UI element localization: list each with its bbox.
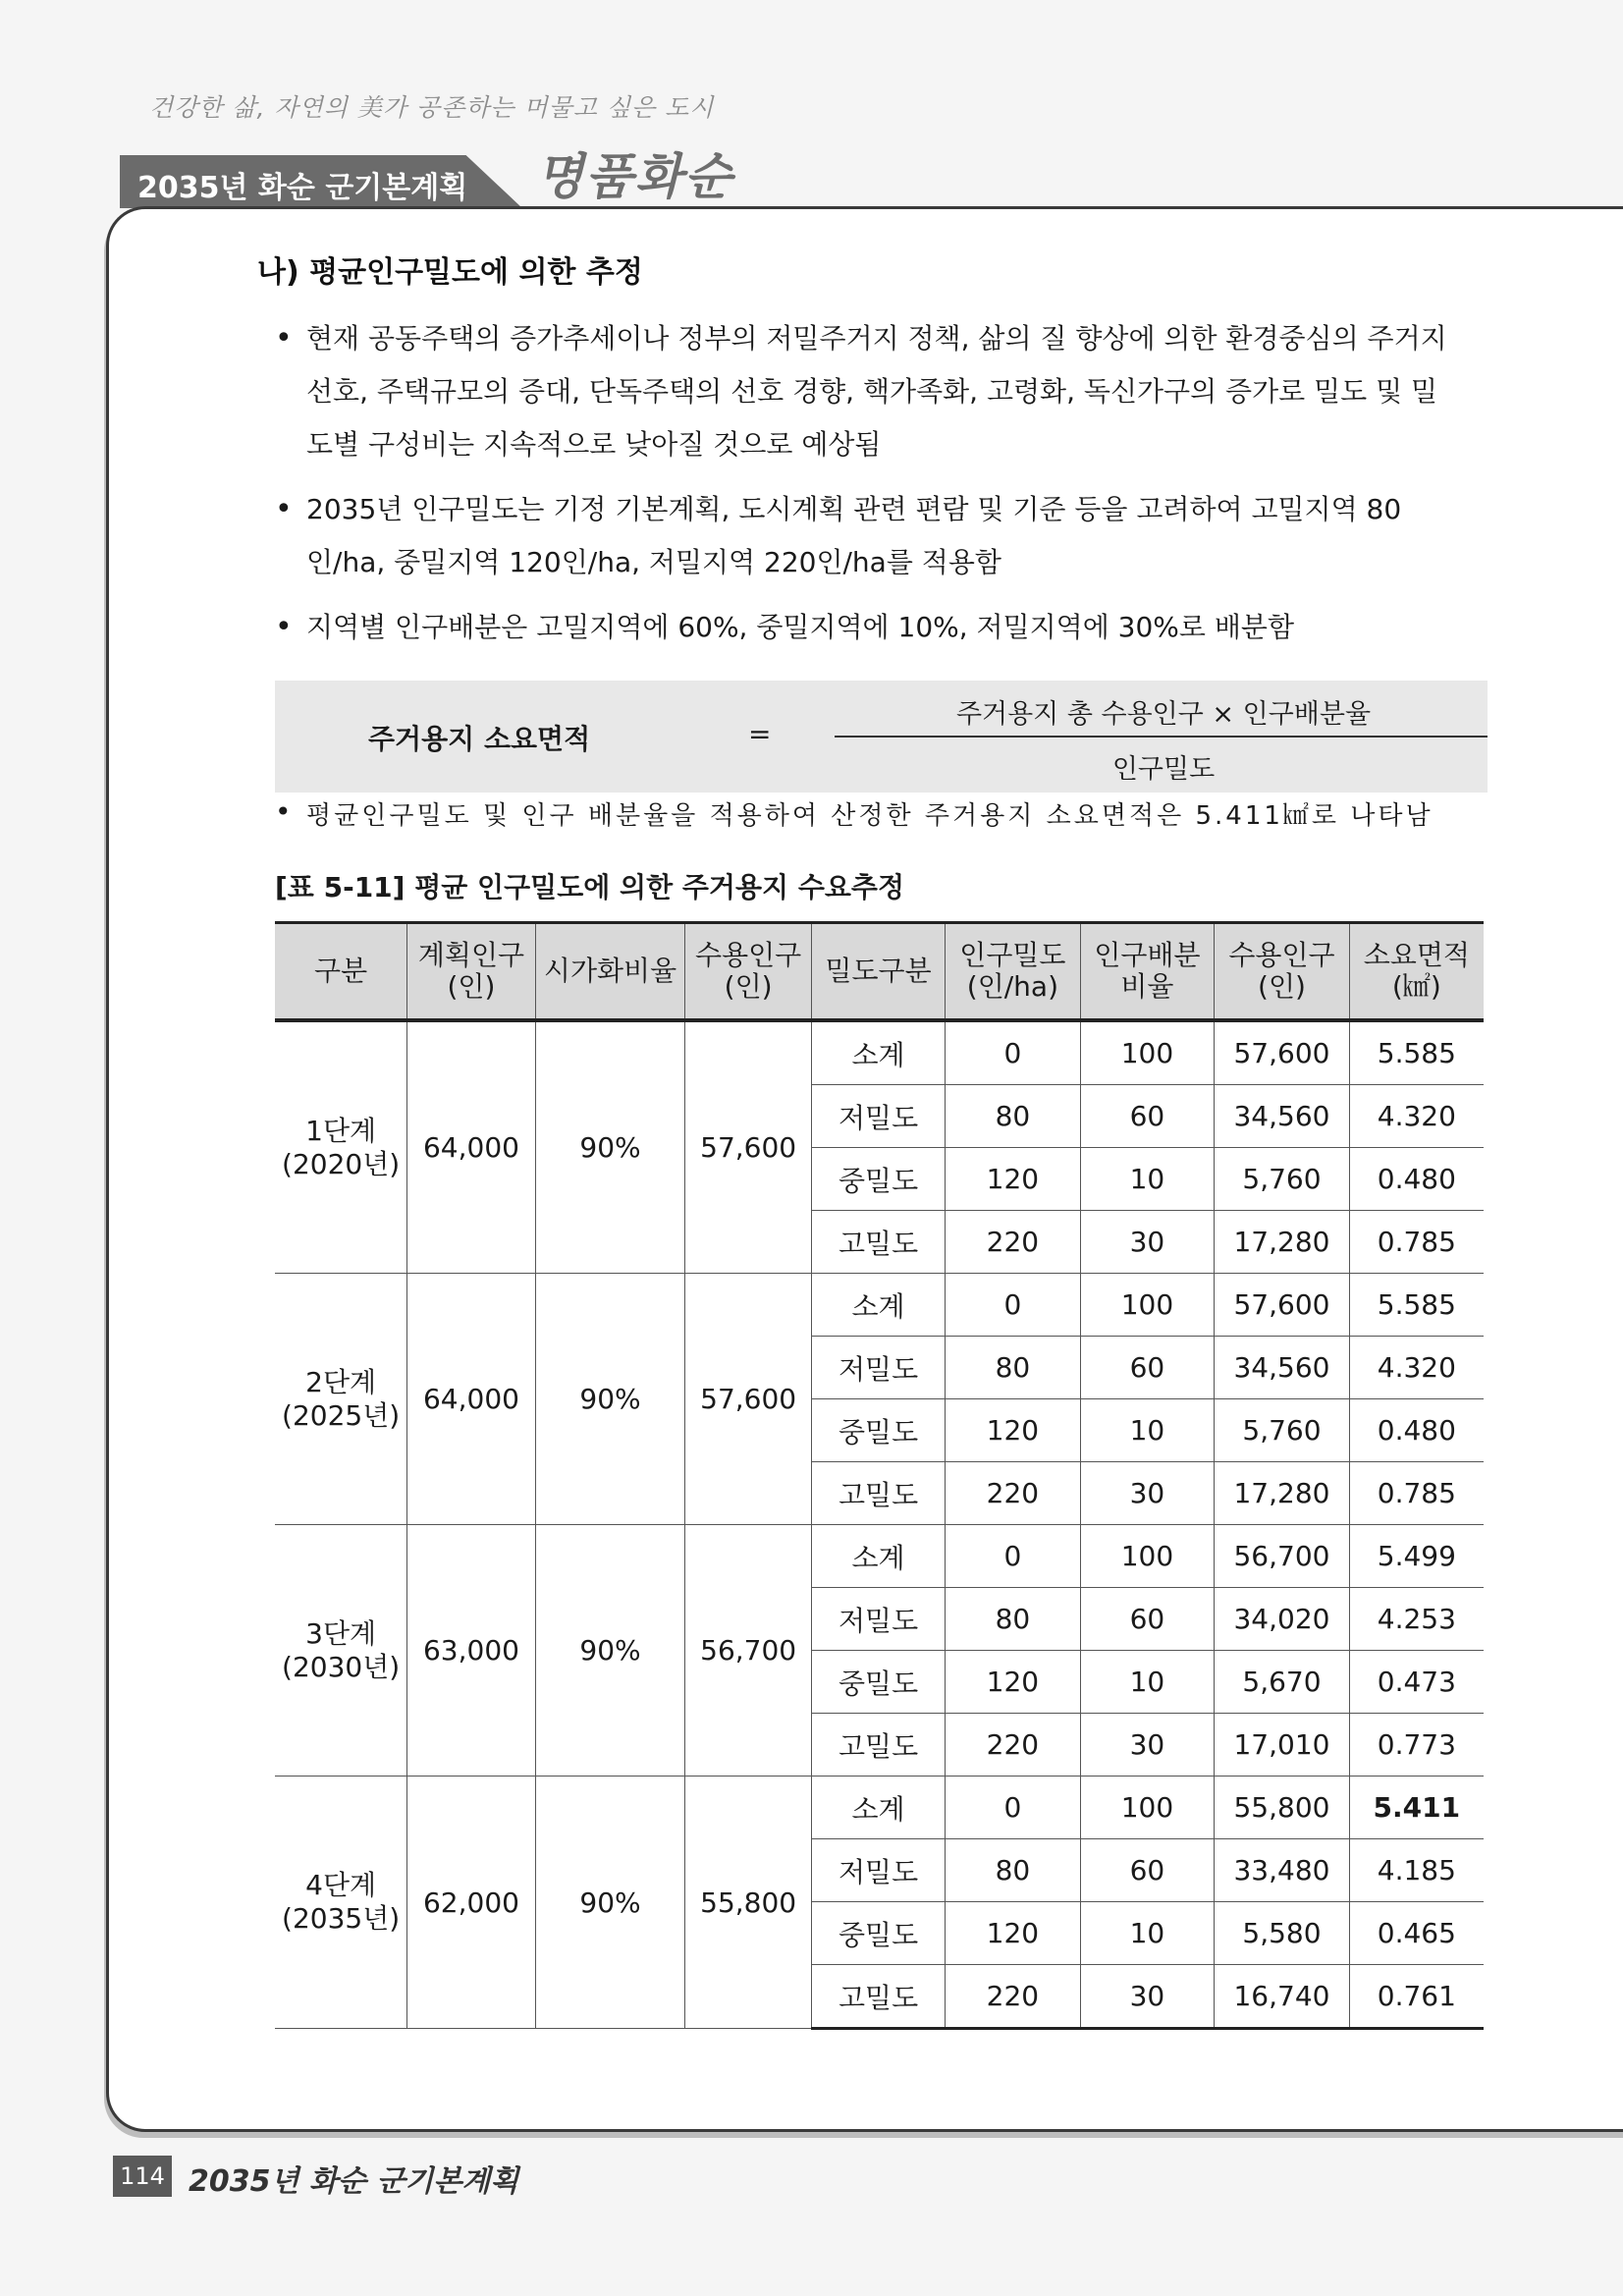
row-population: 17,280 xyxy=(1215,1211,1349,1274)
population-density: 220 xyxy=(946,1462,1080,1525)
stage-label: 3단계 (2030년) xyxy=(275,1525,407,1777)
population-density: 220 xyxy=(946,1211,1080,1274)
population-density: 220 xyxy=(946,1965,1080,2029)
plan-population: 63,000 xyxy=(407,1525,536,1777)
population-density: 120 xyxy=(946,1148,1080,1211)
plan-population: 64,000 xyxy=(407,1274,536,1525)
distribution-ratio: 10 xyxy=(1080,1399,1215,1462)
density-type: 고밀도 xyxy=(811,1714,945,1777)
population-density: 220 xyxy=(946,1714,1080,1777)
table-row xyxy=(275,1525,1484,1588)
required-area: 0.480 xyxy=(1349,1399,1484,1462)
required-area: 0.473 xyxy=(1349,1651,1484,1714)
plan-population: 62,000 xyxy=(407,1777,536,2029)
population-density: 0 xyxy=(946,1020,1080,1085)
header-plan-title: 2035년 화순 군기본계획 xyxy=(137,171,468,205)
formula-equals: = xyxy=(748,718,772,750)
required-area: 0.465 xyxy=(1349,1902,1484,1965)
bullet-item: • 지역별 인구배분은 고밀지역에 60%, 중밀지역에 10%, 저밀지역에 30%로 배분함 xyxy=(275,601,1463,654)
distribution-ratio: 10 xyxy=(1080,1148,1215,1211)
population-density: 120 xyxy=(946,1651,1080,1714)
table-row xyxy=(275,1020,1484,1085)
required-area: 0.773 xyxy=(1349,1714,1484,1777)
stage-label: 4단계 (2035년) xyxy=(275,1777,407,2029)
row-population: 57,600 xyxy=(1215,1020,1349,1085)
header-population-density: 인구밀도 (인/ha) xyxy=(946,923,1080,1021)
urbanization-ratio: 90% xyxy=(535,1525,685,1777)
required-area: 0.785 xyxy=(1349,1462,1484,1525)
population-density: 80 xyxy=(946,1085,1080,1148)
bullet-list xyxy=(275,312,1463,666)
stage-label: 1단계 (2020년) xyxy=(275,1020,407,1274)
formula-fraction-line xyxy=(835,736,1488,738)
bullet-item: • 2035년 인구밀도는 기정 기본계획, 도시계획 관련 편람 및 기준 등을 고려하여 고밀지역 80인/ha, 중밀지역 120인/ha, 저밀지역 220인/ha를 적용함 xyxy=(275,483,1463,589)
urbanization-ratio: 90% xyxy=(535,1274,685,1525)
population-density: 0 xyxy=(946,1274,1080,1337)
formula-lhs: 주거용지 소요면적 xyxy=(368,723,591,755)
density-type: 저밀도 xyxy=(811,1337,945,1399)
density-type: 소계 xyxy=(811,1020,945,1085)
header-tagline: 건강한 삶, 자연의 美가 공존하는 머물고 싶은 도시 xyxy=(149,93,715,122)
density-type: 소계 xyxy=(811,1777,945,1839)
formula-box xyxy=(275,681,1488,793)
row-population: 34,560 xyxy=(1215,1337,1349,1399)
row-population: 34,560 xyxy=(1215,1085,1349,1148)
formula-denominator: 인구밀도 xyxy=(1111,754,1216,785)
row-population: 57,600 xyxy=(1215,1274,1349,1337)
stage-label: 2단계 (2025년) xyxy=(275,1274,407,1525)
population-density: 0 xyxy=(946,1525,1080,1588)
required-area: 5.585 xyxy=(1349,1020,1484,1085)
density-type: 중밀도 xyxy=(811,1148,945,1211)
formula-numerator: 주거용지 총 수용인구 × 인구배분율 xyxy=(955,699,1372,730)
required-area: 5.499 xyxy=(1349,1525,1484,1588)
accommodated-population: 57,600 xyxy=(685,1020,812,1274)
row-population: 17,280 xyxy=(1215,1462,1349,1525)
accommodated-population: 55,800 xyxy=(685,1777,812,2029)
required-area: 4.320 xyxy=(1349,1337,1484,1399)
distribution-ratio: 30 xyxy=(1080,1714,1215,1777)
density-type: 저밀도 xyxy=(811,1588,945,1651)
header-distribution-ratio: 인구배분 비율 xyxy=(1080,923,1215,1021)
accommodated-population: 56,700 xyxy=(685,1525,812,1777)
required-area: 4.253 xyxy=(1349,1588,1484,1651)
land-demand-table xyxy=(275,921,1484,2030)
header-required-area: 소요면적 (㎢) xyxy=(1349,923,1484,1021)
required-area: 5.585 xyxy=(1349,1274,1484,1337)
distribution-ratio: 60 xyxy=(1080,1337,1215,1399)
result-note: • 평균인구밀도 및 인구 배분율을 적용하여 산정한 주거용지 소요면적은 5.411㎢로 나타남 xyxy=(275,795,1434,832)
header-row-population: 수용인구 (인) xyxy=(1215,923,1349,1021)
table-row xyxy=(275,1274,1484,1337)
brand-logo: 명품화순 xyxy=(536,147,734,205)
section-heading: 나) 평균인구밀도에 의한 추정 xyxy=(257,255,643,290)
required-area: 4.185 xyxy=(1349,1839,1484,1902)
row-population: 34,020 xyxy=(1215,1588,1349,1651)
row-population: 5,670 xyxy=(1215,1651,1349,1714)
density-type: 고밀도 xyxy=(811,1211,945,1274)
urbanization-ratio: 90% xyxy=(535,1020,685,1274)
distribution-ratio: 100 xyxy=(1080,1020,1215,1085)
distribution-ratio: 60 xyxy=(1080,1839,1215,1902)
distribution-ratio: 100 xyxy=(1080,1274,1215,1337)
row-population: 5,760 xyxy=(1215,1399,1349,1462)
row-population: 5,760 xyxy=(1215,1148,1349,1211)
distribution-ratio: 10 xyxy=(1080,1902,1215,1965)
distribution-ratio: 30 xyxy=(1080,1462,1215,1525)
header-accommodated-population: 수용인구 (인) xyxy=(685,923,812,1021)
header-urbanization-ratio: 시가화비율 xyxy=(535,923,685,1021)
population-density: 80 xyxy=(946,1588,1080,1651)
density-type: 중밀도 xyxy=(811,1651,945,1714)
table-caption: [표 5-11] 평균 인구밀도에 의한 주거용지 수요추정 xyxy=(275,871,905,903)
distribution-ratio: 10 xyxy=(1080,1651,1215,1714)
density-type: 중밀도 xyxy=(811,1902,945,1965)
density-type: 저밀도 xyxy=(811,1839,945,1902)
bullet-item: • 현재 공동주택의 증가추세이나 정부의 저밀주거지 정책, 삶의 질 향상에 의한 환경중심의 주거지 선호, 주택규모의 증대, 단독주택의 선호 경향, 핵가족화, 고령화, 독신가구의 증가로 밀도 및 밀도별 구성비는 지속적으로 낮아질 것으로 예상됨 xyxy=(275,312,1463,471)
row-population: 56,700 xyxy=(1215,1525,1349,1588)
required-area-total: 5.411 xyxy=(1349,1777,1484,1839)
distribution-ratio: 100 xyxy=(1080,1777,1215,1839)
population-density: 80 xyxy=(946,1839,1080,1902)
plan-population: 64,000 xyxy=(407,1020,536,1274)
header-category: 구분 xyxy=(275,923,407,1021)
density-type: 저밀도 xyxy=(811,1085,945,1148)
row-population: 33,480 xyxy=(1215,1839,1349,1902)
distribution-ratio: 30 xyxy=(1080,1211,1215,1274)
table-row xyxy=(275,1777,1484,1839)
row-population: 17,010 xyxy=(1215,1714,1349,1777)
distribution-ratio: 60 xyxy=(1080,1085,1215,1148)
density-type: 소계 xyxy=(811,1525,945,1588)
population-density: 0 xyxy=(946,1777,1080,1839)
footer-title: 2035년 화순 군기본계획 xyxy=(189,2164,519,2199)
table-header-row xyxy=(275,923,1484,1021)
required-area: 0.480 xyxy=(1349,1148,1484,1211)
page-number: 114 xyxy=(113,2156,172,2197)
header-plan-population: 계획인구 (인) xyxy=(407,923,536,1021)
distribution-ratio: 100 xyxy=(1080,1525,1215,1588)
population-density: 80 xyxy=(946,1337,1080,1399)
row-population: 55,800 xyxy=(1215,1777,1349,1839)
row-population: 5,580 xyxy=(1215,1902,1349,1965)
density-type: 고밀도 xyxy=(811,1462,945,1525)
distribution-ratio: 60 xyxy=(1080,1588,1215,1651)
distribution-ratio: 30 xyxy=(1080,1965,1215,2029)
required-area: 0.785 xyxy=(1349,1211,1484,1274)
population-density: 120 xyxy=(946,1399,1080,1462)
required-area: 0.761 xyxy=(1349,1965,1484,2029)
accommodated-population: 57,600 xyxy=(685,1274,812,1525)
required-area: 4.320 xyxy=(1349,1085,1484,1148)
urbanization-ratio: 90% xyxy=(535,1777,685,2029)
population-density: 120 xyxy=(946,1902,1080,1965)
row-population: 16,740 xyxy=(1215,1965,1349,2029)
density-type: 소계 xyxy=(811,1274,945,1337)
header-density-type: 밀도구분 xyxy=(811,923,945,1021)
density-type: 중밀도 xyxy=(811,1399,945,1462)
density-type: 고밀도 xyxy=(811,1965,945,2029)
